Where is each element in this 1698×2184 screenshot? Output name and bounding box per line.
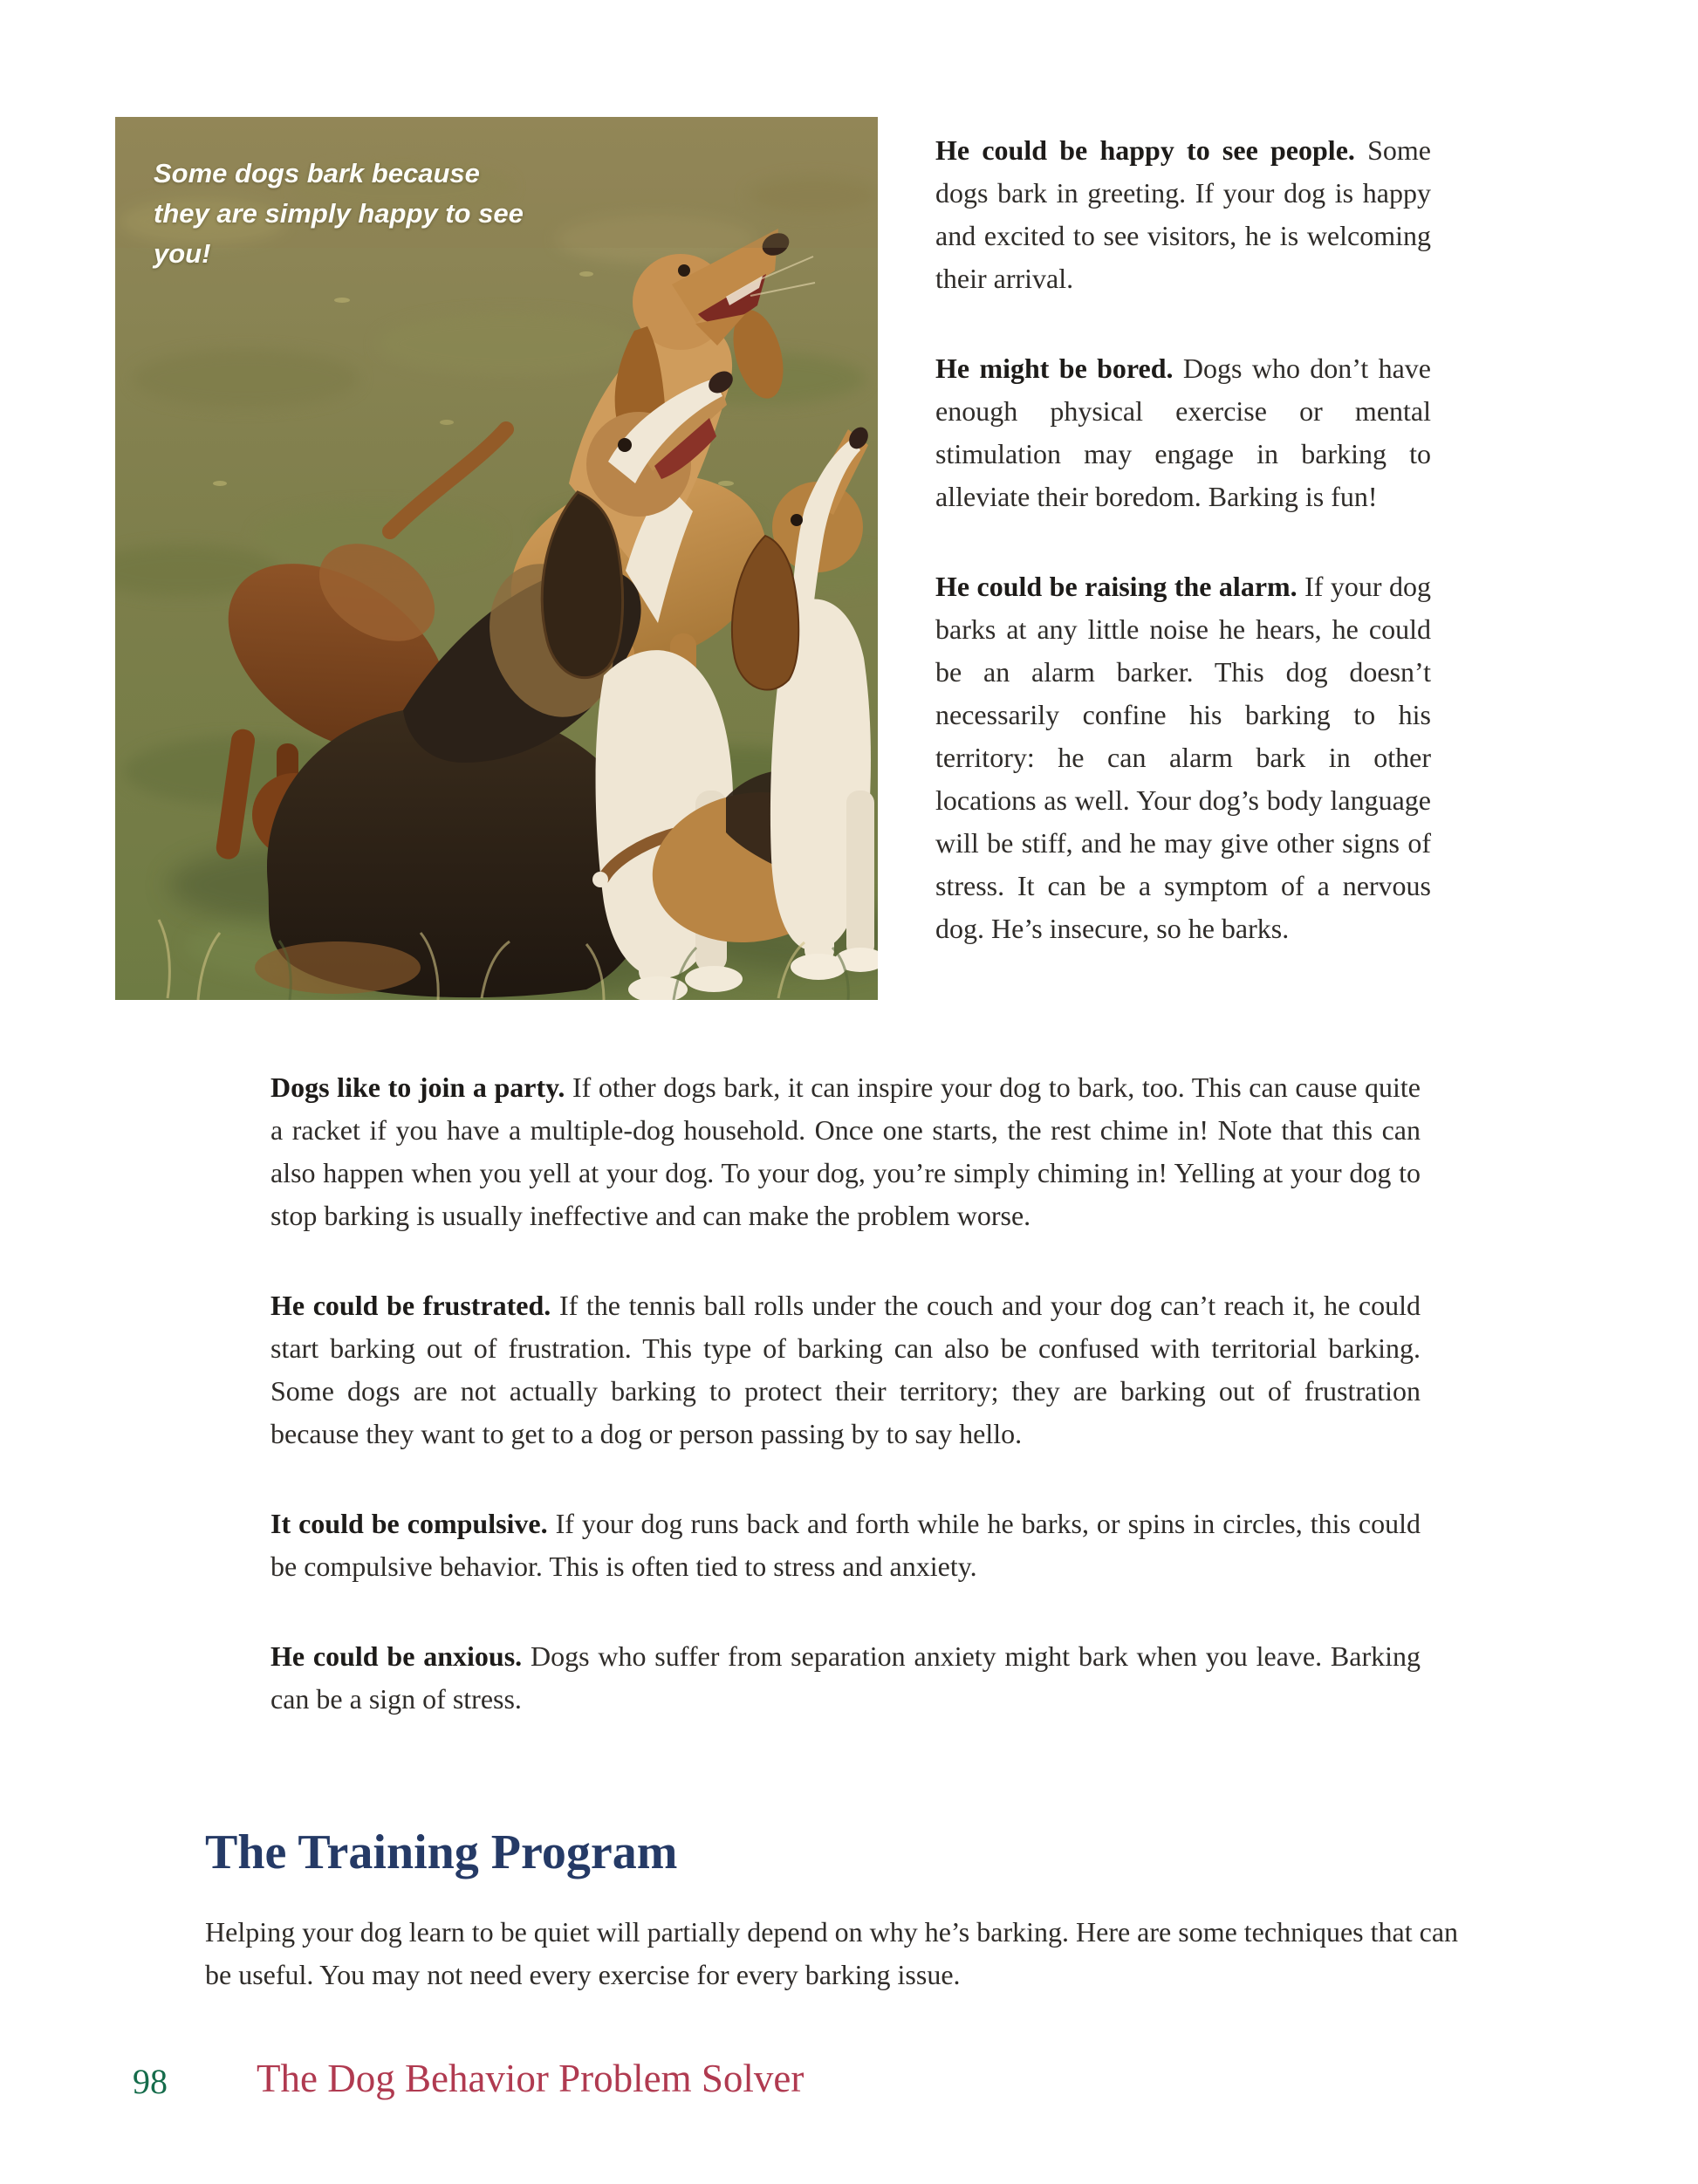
paragraph-bored <box>935 347 1431 518</box>
right-text-column <box>935 117 1431 997</box>
paragraph-lead: It could be compulsive. <box>270 1508 548 1539</box>
paragraph-lead: Dogs like to join a party. <box>270 1071 565 1103</box>
paragraph-body: If the tennis ball rolls under the couch and your dog can’t reach it, he could start barking out of frustration. This type of barking can also be confused with territorial barking. Some dogs are not actually barking to protect their territory; they are barking out of frustration because they want to get to a dog or person passing by to say hello. <box>270 1290 1421 1449</box>
paragraph-join-party <box>270 1066 1421 1237</box>
section-heading: The Training Program <box>205 1825 678 1879</box>
main-text-block <box>270 1066 1421 1768</box>
paragraph-lead: He might be bored. <box>935 353 1174 384</box>
paragraph-lead: He could be frustrated. <box>270 1290 551 1321</box>
page-footer <box>0 2056 1698 2108</box>
paragraph-frustrated <box>270 1284 1421 1455</box>
dogs-photo <box>115 117 878 1000</box>
paragraph-lead: He could be raising the alarm. <box>935 571 1297 602</box>
paragraph-body: If your dog runs back and forth while he barks, or spins in circles, this could be compulsive behavior. This is often tied to stress and anxiety. <box>270 1508 1421 1582</box>
section-intro: Helping your dog learn to be quiet will partially depend on why he’s barking. Here are some techniques that can be useful. You may not need every exercise for every barking issue. <box>205 1916 1459 1990</box>
paragraph-happy-to-see-people <box>935 129 1431 300</box>
paragraph-body: If other dogs bark, it can inspire your dog to bark, too. This can cause quite a racket if you have a multiple-dog household. Once one starts, the rest chime in! Note that this can also happen when you yell at your dog. To your dog, you’re simply chiming in! Yelling at your dog to stop barking is usually ineffective and can make the problem worse. <box>270 1071 1421 1231</box>
training-program-section <box>205 1825 1475 1996</box>
book-title: The Dog Behavior Problem Solver <box>257 2057 804 2100</box>
paragraph-compulsive <box>270 1503 1421 1588</box>
paragraph-lead: He could be happy to see people. <box>935 134 1355 166</box>
paragraph-lead: He could be anxious. <box>270 1640 523 1672</box>
paragraph-body: Some dogs bark in greeting. If your dog is happy and excited to see visitors, he is welcoming their arrival. <box>935 134 1431 294</box>
page-number: 98 <box>133 2062 168 2101</box>
paragraph-raising-alarm <box>935 565 1431 950</box>
paragraph-body: Dogs who don’t have enough physical exercise or mental stimulation may engage in barking to alleviate their boredom. Barking is fun! <box>935 353 1432 512</box>
paragraph-body: If your dog barks at any little noise he hears, he could be an alarm barker. This dog doesn’t necessarily confine his barking to his territory: he can alarm bark in other locations as well. Your dog’s body language will be stiff, and he may give other signs of stress. It can be a symptom of a nervous dog. He’s insecure, so he barks. <box>935 571 1432 944</box>
paragraph-body: Dogs who suffer from separation anxiety might bark when you leave. Barking can be a sign of stress. <box>270 1640 1421 1715</box>
paragraph-anxious <box>270 1635 1421 1721</box>
photo-caption: Some dogs bark because they are simply happy to see you! <box>154 158 524 269</box>
